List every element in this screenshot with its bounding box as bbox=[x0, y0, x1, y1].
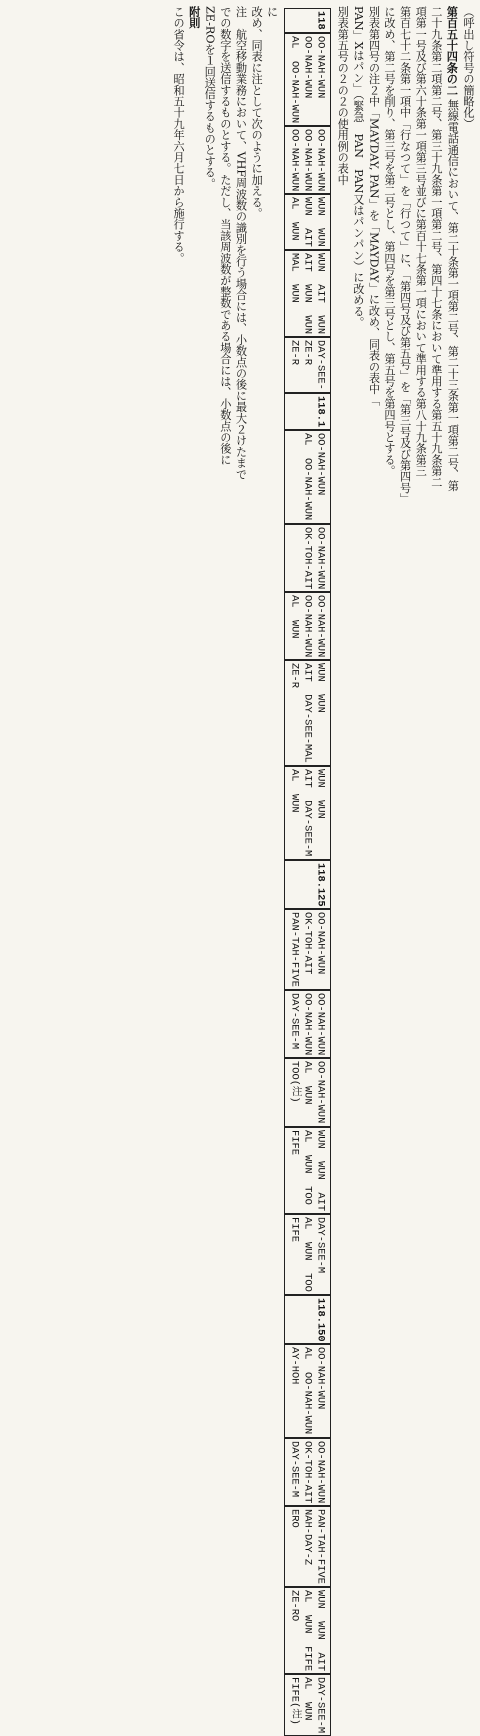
article-line bbox=[444, 6, 461, 492]
paragraph-line: 別表第四号の注２中「MAYDAY, PAN」を「MAYDAY」に改め、同表の表中「 bbox=[367, 6, 381, 406]
paragraph-line: 改め、同表に注として次のように加える。 bbox=[250, 6, 264, 219]
spoken-form-cell: WUN WUN AIT AL WUN FIFE ZE-RO bbox=[284, 1587, 331, 1674]
supplementary-heading: 附則 bbox=[187, 6, 202, 29]
frequency-cell: 118.1 bbox=[284, 393, 331, 430]
spoken-form-cell: OO-NAH-WUN AL WUN TOO(注) bbox=[284, 1058, 331, 1126]
usage-example-table bbox=[284, 8, 331, 1733]
spoken-form-cell: DAY-SEE-M AL WUN TOO FIFE bbox=[284, 1214, 331, 1295]
note-line: ZE-ROを１回送信するものとする。 bbox=[203, 6, 217, 190]
spoken-form-cell: OO-NAH-WUN OK-TOH-AIT PAN-TAH-FIVE bbox=[284, 909, 331, 990]
spoken-form-cell: OO-NAH-WUN OK-TOH-AIT DAY-SEE-M bbox=[284, 1438, 331, 1506]
spoken-form-cell: DAY-SEE- ZE-R ZE-R bbox=[284, 337, 331, 393]
spoken-form-cell: OO-NAH-WUN AL OO-NAH-WUN AY-HOH bbox=[284, 1344, 331, 1437]
note-line: 注 航空移動業務において、VHF周波数の識別を行う場合には、小数点の後に最大２けたまで bbox=[234, 6, 248, 480]
spoken-form-cell: OO-NAH-WUN OO-NAH-WUN OO-NAH-WUN bbox=[284, 126, 331, 194]
spoken-form-cell: WUN WUN AIT DAY-SEE-M AL WUN bbox=[284, 766, 331, 859]
spoken-form-cell: OO-NAH-WUN OO-NAH-WUN AL OO-NAH-WUN bbox=[284, 33, 331, 126]
paragraph-line: 二十九条第二項第二号、第三十九条第一項第二号、第四十七条において準用する第五十九条第二 bbox=[429, 6, 443, 488]
paragraph-line: PAN」Xはパン」（緊急 PAN PAN又はパンパン）に改める。 bbox=[351, 6, 365, 328]
spoken-form-cell: OO-NAH-WUN OO-NAH-WUN DAY-SEE-M bbox=[284, 990, 331, 1058]
table-row bbox=[284, 8, 331, 393]
spoken-form-cell: WUN WUN AIT AL WUN TOO FIFE bbox=[284, 1127, 331, 1214]
spoken-form-cell: OO-NAH-WUN AL OO-NAH-WUN bbox=[284, 430, 331, 523]
spoken-form-cell: DAY-SEE-M AL WUN FIFE(注) bbox=[284, 1674, 331, 1736]
paragraph-line: 別表第五号の２の２の使用例の表中 bbox=[336, 6, 350, 186]
caption: （呼出し符号の簡略化） bbox=[462, 6, 475, 130]
table-row bbox=[284, 1295, 331, 1736]
spoken-form-cell: WUN WUN WUN AIT AL WUN bbox=[284, 194, 331, 250]
table-row bbox=[284, 393, 331, 859]
spoken-form-cell: PAN-TAH-FIVE NAH-DAY-Z ERO bbox=[284, 1506, 331, 1587]
spoken-form-cell: WUN WUN AIT DAY-SEE-MAL ZE-R bbox=[284, 660, 331, 766]
paragraph-line: 無線電話通信において、第二十条第一項第二号、第二十三条第一項第二号、第 bbox=[446, 99, 460, 492]
spoken-form-cell: WUN AIT WUN AIT WUN WUN MAL WUN bbox=[284, 250, 331, 337]
connector-text: に bbox=[265, 6, 279, 18]
spoken-form-cell: OO-NAH-WUN OK-TOH-AIT bbox=[284, 524, 331, 592]
paragraph-line: に改め、第二号を削り、第三号を第二号とし、第四号を第三号とし、第五号を第四号とする。 bbox=[383, 6, 397, 477]
article-title: 第百五十四条の二 bbox=[445, 6, 460, 96]
table-row bbox=[284, 860, 331, 1295]
paragraph-line: 項第一号及び第六十条第一項第三号並びに第百十七条第一項において準用する第八十九条第三 bbox=[414, 6, 428, 477]
supplementary-text: この省令は、昭和五十九年六月七日から施行する。 bbox=[172, 6, 186, 264]
paragraph-line: 第百七十二条第一項中「行なつて」を「行つて」に、「第四号及び第五号」を「第三号及び第四号」 bbox=[398, 6, 412, 505]
frequency-cell: 118 bbox=[284, 8, 331, 33]
frequency-cell: 118.150 bbox=[284, 1295, 331, 1345]
spoken-form-cell: OO-NAH-WUN OO-NAH-WUN AL WUN bbox=[284, 592, 331, 660]
note-line: での数字を送信するものとする。ただし、当該周波数が整数である場合には、小数点の後に bbox=[218, 6, 232, 466]
frequency-cell: 118.125 bbox=[284, 860, 331, 910]
